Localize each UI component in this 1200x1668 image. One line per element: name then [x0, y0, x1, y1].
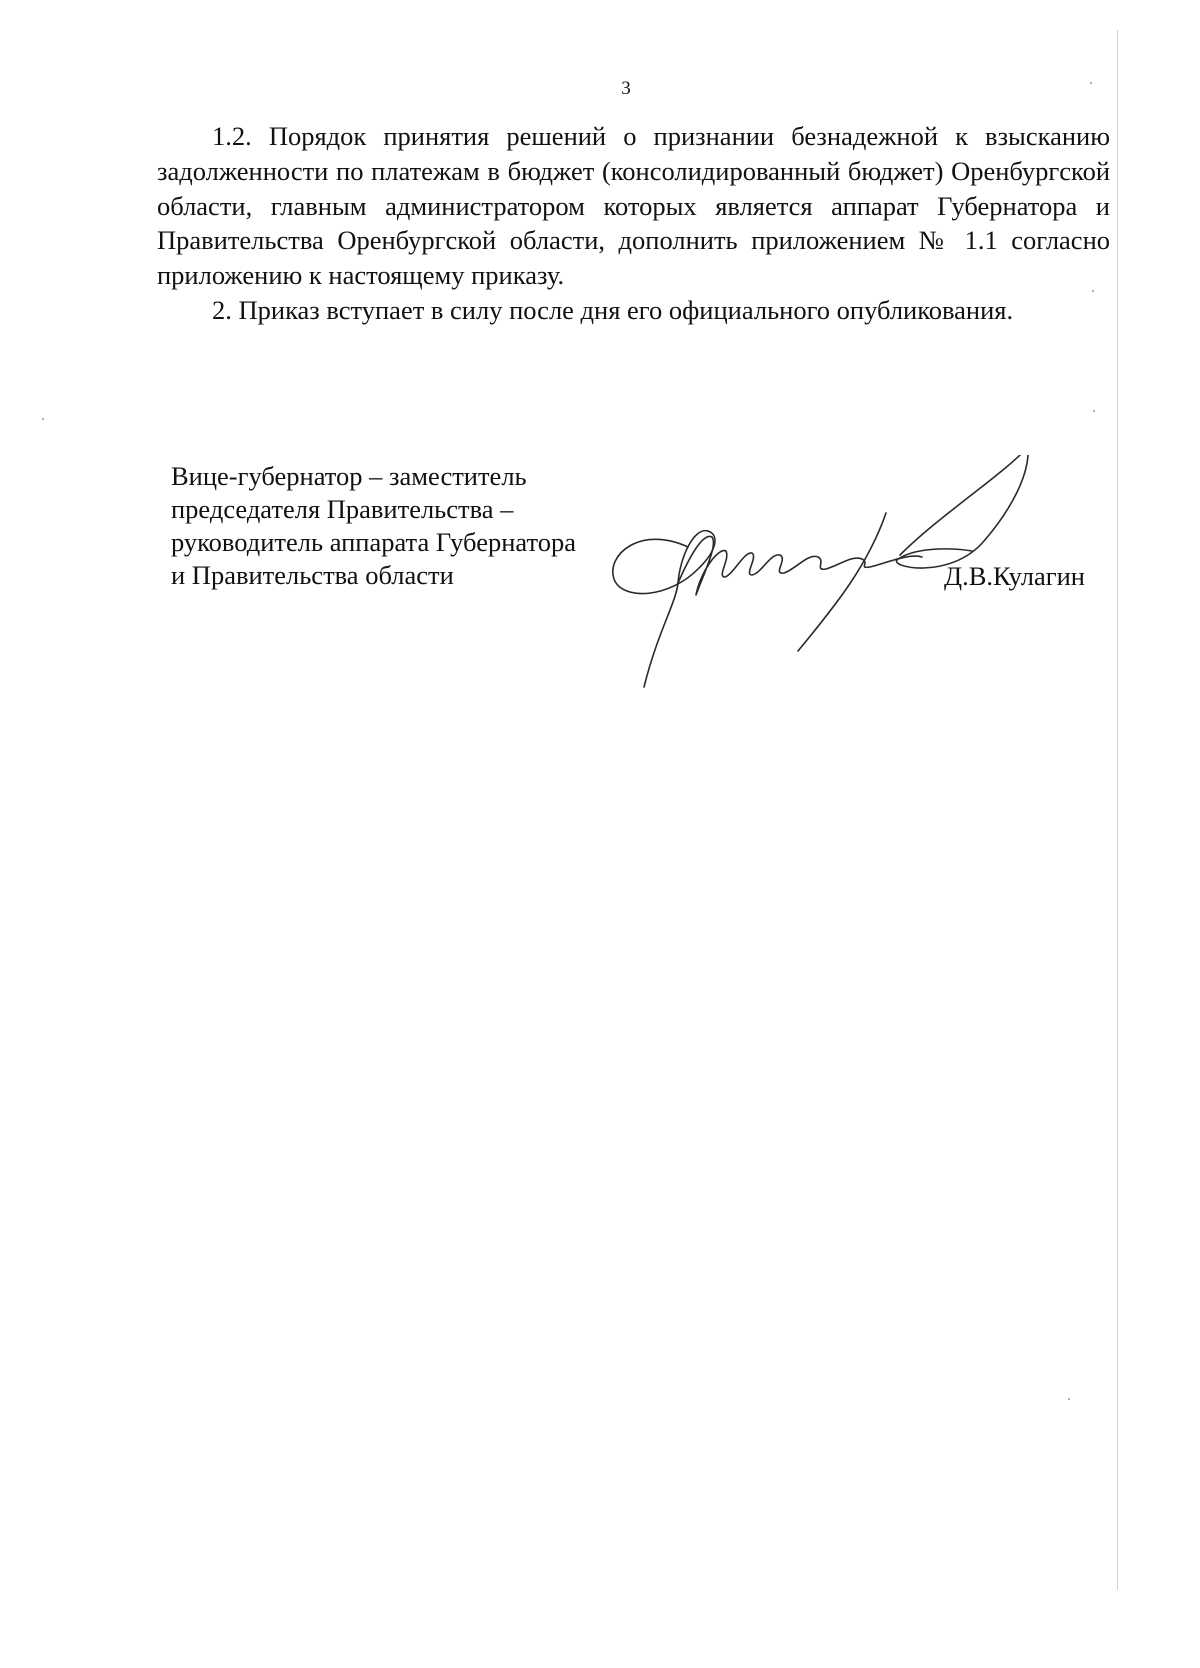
signatory-title	[171, 460, 576, 592]
signature-tail	[798, 513, 886, 651]
signatory-title-line: Вице-губернатор – заместитель	[171, 461, 527, 491]
scan-speck	[1068, 1398, 1070, 1400]
paragraph-1-2: 1.2. Порядок принятия решений о признании безнадежной к взысканию задолженности по платежам в бюджет (консолидированный бюджет) Оренбургской области, главным администратором которых является аппарат Губернатора и Правительства Оренбургской области, дополнить приложением № 1.1 согласно приложению к настоящему приказу.	[157, 121, 1110, 291]
scan-edge-line	[1117, 30, 1118, 1590]
signatory-title-line: и Правительства области	[171, 560, 454, 590]
signer-name: Д.В.Кулагин	[944, 561, 1085, 591]
signatory-title-line: председателя Правительства –	[171, 494, 514, 524]
document-body	[157, 119, 1110, 328]
page-number: 3	[621, 78, 631, 99]
scan-speck	[42, 418, 44, 420]
scan-speck	[1093, 410, 1095, 412]
paragraph-2: 2. Приказ вступает в силу после дня его официального опубликования.	[212, 294, 1014, 325]
signature-loop	[613, 531, 715, 687]
signatory-title-line: руководитель аппарата Губернатора	[171, 527, 576, 557]
signature-flourish	[897, 455, 1029, 568]
